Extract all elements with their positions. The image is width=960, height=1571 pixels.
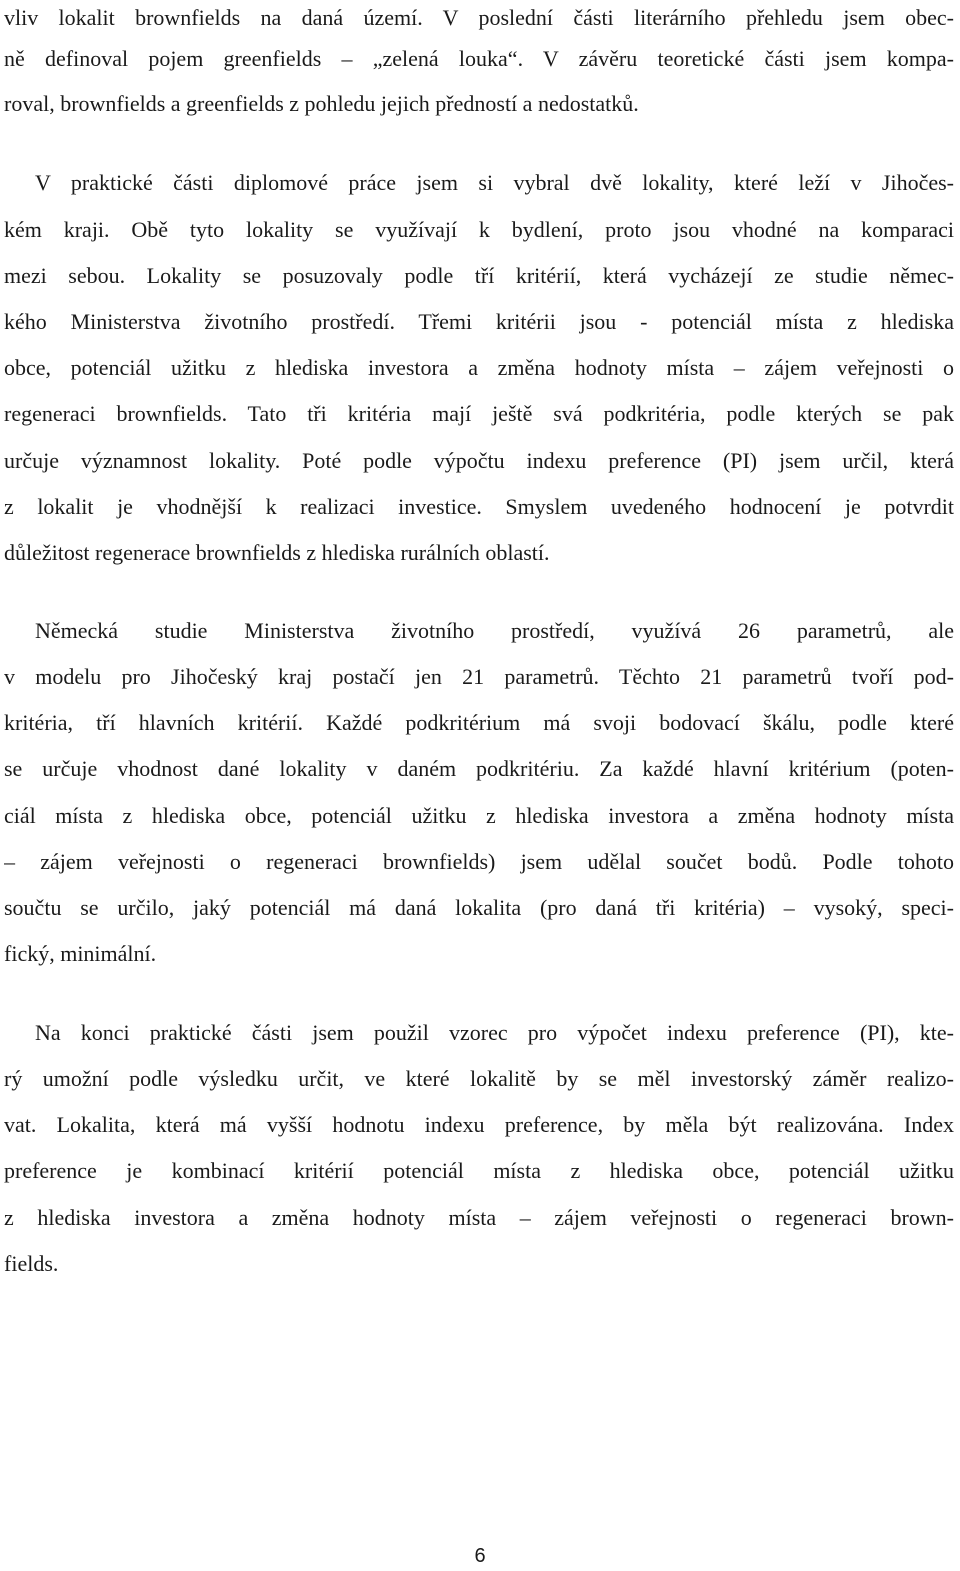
text-line: regeneraci brownfields. Tato tři kritéria mají ještě svá podkritéria, podle kterých se pak [4, 401, 954, 426]
text-line: kritéria, tří hlavních kritérií. Každé podkritérium má svoji bodovací škálu, podle které [4, 710, 954, 735]
text-line: roval, brownfields a greenfields z pohledu jejich předností a nedostatků. [4, 91, 639, 116]
text-line: z lokalit je vhodnější k realizaci investice. Smyslem uvedeného hodnocení je potvrdit [4, 494, 954, 519]
text-line: z hlediska investora a změna hodnoty místa – zájem veřejnosti o regeneraci brown- [4, 1205, 954, 1230]
text-line: součtu se určilo, jaký potenciál má daná lokalita (pro daná tři kritéria) – vysoký, speci- [4, 895, 954, 920]
text-line: v modelu pro Jihočeský kraj postačí jen 21 parametrů. Těchto 21 parametrů tvoří pod- [4, 664, 954, 689]
text-line: rý umožní podle výsledku určit, ve které lokalitě by se měl investorský záměr realizo- [4, 1066, 954, 1091]
text-line: fields. [4, 1251, 59, 1276]
text-line: určuje významnost lokality. Poté podle výpočtu indexu preference (PI) jsem určil, která [4, 448, 954, 473]
text-line: vat. Lokalita, která má vyšší hodnotu indexu preference, by měla být realizována. Index [4, 1112, 954, 1137]
text-line: – zájem veřejnosti o regeneraci brownfields) jsem udělal součet bodů. Podle tohoto [4, 849, 954, 874]
text-line: fický, minimální. [4, 941, 157, 966]
page-number: 6 [474, 1545, 486, 1567]
text-line: se určuje vhodnost dané lokality v daném podkritériu. Za každé hlavní kritérium (poten- [4, 756, 954, 781]
text-line: preference je kombinací kritérií potenciál místa z hlediska obce, potenciál užitku [4, 1158, 954, 1183]
text-line: kého Ministerstva životního prostředí. Třemi kritérii jsou - potenciál místa z hlediska [4, 309, 954, 334]
text-line: obce, potenciál užitku z hlediska investora a změna hodnoty místa – zájem veřejnosti o [4, 355, 954, 380]
text-line: vliv lokalit brownfields na daná území. V poslední části literárního přehledu jsem obec- [4, 5, 954, 30]
text-line: důležitost regenerace brownfields z hlediska rurálních oblastí. [4, 540, 550, 565]
text-line: V praktické části diplomové práce jsem si vybral dvě lokality, které leží v Jihočes- [35, 170, 954, 195]
text-line: mezi sebou. Lokality se posuzovaly podle tří kritérií, která vycházejí ze studie němec- [4, 263, 954, 288]
text-line: kém kraji. Obě tyto lokality se využívají k bydlení, proto jsou vhodné na komparaci [4, 217, 954, 242]
text-line: Německá studie Ministerstva životního prostředí, využívá 26 parametrů, ale [35, 618, 954, 643]
text-line: ně definoval pojem greenfields – „zelená louka“. V závěru teoretické části jsem kompa- [4, 46, 954, 71]
text-line: Na konci praktické části jsem použil vzorec pro výpočet indexu preference (PI), kte- [35, 1020, 954, 1045]
text-line: ciál místa z hlediska obce, potenciál užitku z hlediska investora a změna hodnoty místa [4, 803, 954, 828]
